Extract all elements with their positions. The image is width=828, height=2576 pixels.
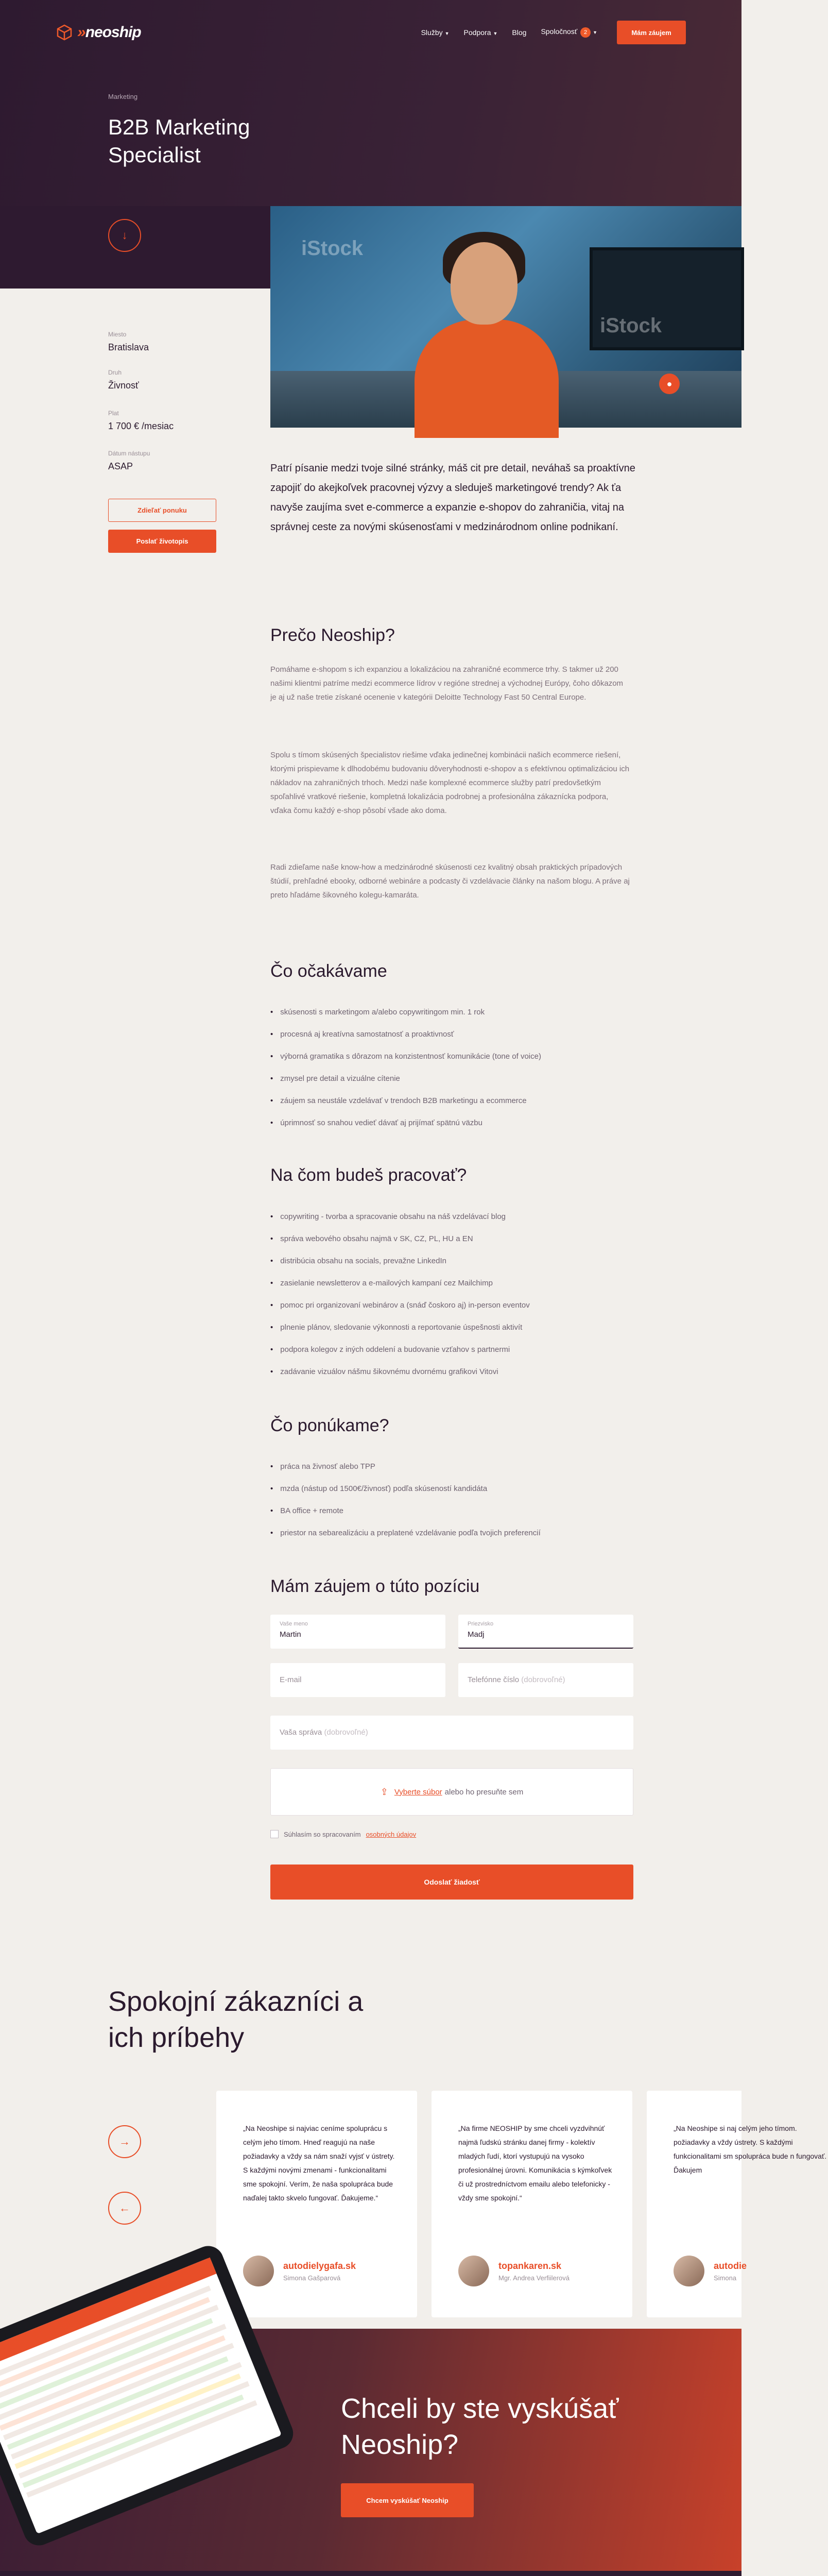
list-item: • plnenie plánov, sledovanie výkonnosti a reportovanie úspešnosti aktivít [270, 1316, 631, 1338]
upload-icon: ⇪ [380, 1786, 388, 1797]
list-item: • copywriting - tvorba a spracovanie obsahu na náš vzdelávací blog [270, 1206, 631, 1228]
location-value: Bratislava [108, 342, 149, 352]
company-name: topankaren.sk [498, 2261, 562, 2271]
company-name: autodielygafa.sk [283, 2261, 356, 2271]
logo-text: »neoship [77, 24, 141, 41]
list-item: • správa webového obsahu najmä v SK, CZ, PL, HU a EN [270, 1228, 631, 1250]
scroll-down-button[interactable] [108, 219, 141, 252]
intro-text: Patrí písanie medzi tvoje silné stránky, máš cit pre detail, neváhaš sa proaktívne zapojiť do akejkoľvek pracovnej výzvy a sleduješ marketingové trendy? Ak ťa navyše zaujíma svet e-commerce a expanzie e-shopov do zahraničia, vitaj na správnej ceste za novými skúsenosťami v medzinárodnom online podnikaní. [270, 463, 635, 533]
list-item: • úprimnosť so snahou vedieť dávať aj prijímať spätnú väzbu [270, 1112, 631, 1134]
cta-title: Chceli by ste vyskúšať Neoship? [341, 2393, 619, 2460]
list-item: • výborná gramatika s dôrazom na konzistentnosť komunikácie (tone of voice) [270, 1045, 631, 1067]
list-item: • práca na živnosť alebo TPP [270, 1455, 631, 1478]
share-offer-button[interactable]: Zdieľať ponuku [108, 499, 216, 522]
testimonial-card: „Na Neoshipe si naj celým jeho tímom. požiadavky a vždy ústrety. S každými funkcionalitami sm spolupráca bude n fungovať. Ďakujem autodie Simona [647, 2091, 741, 2317]
email-field[interactable]: E-mail [270, 1663, 445, 1697]
page-title: B2B Marketing Specialist [108, 115, 250, 167]
page-height-spacer [0, 289, 741, 2576]
last-name-field[interactable]: Priezvisko Madj [458, 1615, 633, 1649]
count-badge: 2 [580, 27, 591, 38]
list-item: • zmysel pre detail a vizuálne cítenie [270, 1067, 631, 1090]
send-cv-button[interactable]: Poslať životopis [108, 530, 216, 553]
arrow-right-icon: → [119, 2135, 130, 2148]
chevron-down-icon: ▼ [593, 30, 597, 35]
list-item: • zadávanie vizuálov nášmu šikovnému dvornému grafikovi Vitovi [270, 1361, 631, 1383]
list-item: • BA office + remote [270, 1500, 631, 1522]
person-name: Simona [714, 2274, 737, 2282]
nav-item-podpora[interactable]: Podpora ▼ [463, 28, 498, 37]
why-title: Prečo Neoship? [270, 625, 395, 645]
chevron-down-icon: ▼ [493, 31, 498, 36]
chat-icon: ● [666, 378, 672, 389]
phone-field[interactable]: Telefónne číslo (dobrovoľné) [458, 1663, 633, 1697]
form-title: Mám záujem o túto pozíciu [270, 1577, 480, 1596]
submit-button[interactable]: Odoslať žiadosť [270, 1865, 633, 1900]
privacy-link[interactable]: osobných údajov [366, 1830, 417, 1838]
nav-links [421, 21, 686, 44]
testimonials-title: Spokojní zákazníci a ich príbehy [108, 1986, 364, 2053]
logo[interactable] [56, 24, 141, 41]
start-label: Dátum nástupu [108, 450, 150, 457]
nav-item-blog[interactable]: Blog [512, 28, 527, 37]
choose-file-link[interactable]: Vyberte súbor [394, 1787, 442, 1797]
location-label: Miesto [108, 331, 127, 338]
arrow-down-icon: ↓ [122, 229, 128, 242]
first-name-field[interactable]: Vaše meno Martin [270, 1615, 445, 1649]
why-paragraph: Spolu s tímom skúsených špecialistov riešime vďaka jedinečnej kombinácii našich ecommerce riešení, ktorými prispievame k dlhodobému budovaniu dôveryhodnosti e-shopov a s efektívnou optimalizáciou ich nákladov na zahraničných trhoch. Medzi naše komplexné ecommerce služby patrí predovšetkým spoľahlivé vratkové riešenie, kompletná lokalizácia podrobnej a profesionálna zákaznícka podpora, vďaka čomu každý e-shop pôsobí všade ako doma. [270, 751, 630, 815]
box-logo-icon [56, 24, 73, 41]
watermark: iStock [600, 314, 662, 337]
person-name: Mgr. Andrea Verfiilerová [498, 2274, 570, 2282]
company-name: autodie [714, 2261, 747, 2271]
list-item: • skúsenosti s marketingom a/alebo copywritingom min. 1 rok [270, 1001, 631, 1023]
why-paragraph: Radi zdieľame naše know-how a medzinárodné skúsenosti cez kvalitný obsah praktických prípadových štúdií, prehľadné ebooky, odborné webináre a podcasty či vzdelávacie články na našom blogu. A práve aj preto hľadáme šikovného kolegu-kamaráta. [270, 863, 630, 900]
file-upload-zone[interactable]: ⇪ Vyberte súbor alebo ho presuňte sem [270, 1768, 633, 1816]
try-neoship-button[interactable]: Chcem vyskúšať Neoship [341, 2483, 474, 2517]
list-item: • zasielanie newsletterov a e-mailových kampaní cez Mailchimp [270, 1272, 631, 1294]
watermark: iStock [301, 237, 364, 260]
why-paragraph: Pomáhame e-shopom s ich expanziou a lokalizáciou na zahraničné ecommerce trhy. S takmer už 200 našimi klientmi patríme medzi ecommerce lídrov v regióne strednej a východnej Európy, čoho dôkazom je aj už naše tretie získané ocenenie v kategórii Deloitte Technology Fast 50 Central Europe. [270, 665, 624, 702]
list-item: • procesná aj kreatívna samostatnosť a proaktivnosť [270, 1023, 631, 1045]
list-item: • mzda (nástup od 1500€/živnosť) podľa skúseností kandidáta [270, 1478, 631, 1500]
chevron-down-icon: ▼ [444, 31, 450, 36]
list-item: • podpora kolegov z iných oddelení a budovanie vzťahov s partnermi [270, 1338, 631, 1361]
type-label: Druh [108, 369, 122, 376]
arrow-left-icon: ← [119, 2201, 130, 2214]
start-value: ASAP [108, 461, 133, 471]
interest-button[interactable]: Mám záujem [617, 21, 686, 44]
consent-row: Súhlasím so spracovaním osobných údajov [270, 1830, 416, 1838]
type-value: Živnosť [108, 380, 139, 391]
testimonial-card: „Na firme NEOSHIP by sme chceli vyzdvihnúť najmä ľudskú stránku danej firmy - kolektív mladých ľudí, ktorí vystupujú na vysoko profesionálnej úrovni. Komunikácia s kýmkoľvek či už prostredníctvom emailu alebo telefonicky - vždy sme spokojní.“ topankaren.sk Mgr. Andrea Verfiilerová [432, 2091, 632, 2317]
expect-title: Čo očakávame [270, 961, 387, 981]
salary-label: Plat [108, 410, 119, 417]
list-item: • distribúcia obsahu na socials, prevažne LinkedIn [270, 1250, 631, 1272]
testimonial-card: „Na Neoshipe si najviac ceníme spoluprácu s celým jeho tímom. Hneď reagujú na naše požiadavky a vždy sa nám snaží vyjsť v ústrety. S každými novými zmenami - funkcionalitami sme spokojní. Verím, že naša spolupráca bude naďalej takto skvelo fungovať. Ďakujeme.“ autodielygafa.sk Simona Gašparová [216, 2091, 417, 2317]
list-item: • priestor na sebarealizáciu a preplatené vzdelávanie podľa tvojich preferencií [270, 1522, 631, 1544]
nav-item-spolocnost[interactable]: Spoločnosť 2 ▼ [541, 27, 597, 38]
breadcrumb[interactable]: Marketing [108, 93, 138, 100]
salary-value: 1 700 € /mesiac [108, 421, 174, 431]
list-item: • záujem sa neustále vzdelávať v trendoch B2B marketingu a ecommerce [270, 1090, 631, 1112]
work-title: Na čom budeš pracovať? [270, 1165, 467, 1185]
person-name: Simona Gašparová [283, 2274, 341, 2282]
message-field[interactable]: Vaša správa (dobrovoľné) [270, 1716, 633, 1750]
list-item: • pomoc pri organizovaní webinárov a (snáď čoskoro aj) in-person eventov [270, 1294, 631, 1316]
top-nav [56, 20, 686, 45]
offer-title: Čo ponúkame? [270, 1416, 389, 1435]
nav-item-sluzby[interactable]: Služby ▼ [421, 28, 450, 37]
